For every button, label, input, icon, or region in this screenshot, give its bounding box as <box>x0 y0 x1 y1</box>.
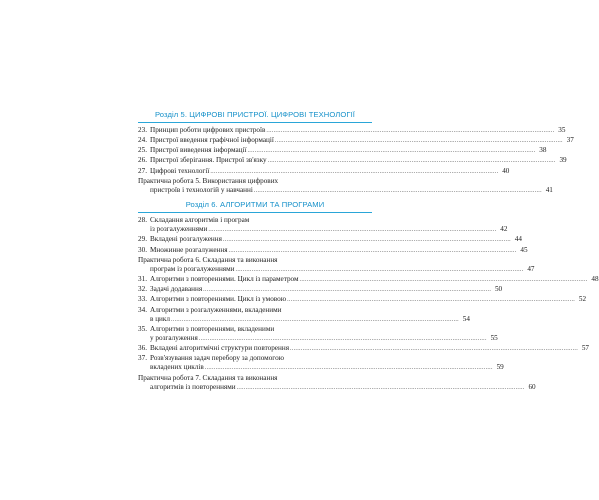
toc-entry-text <box>138 186 253 195</box>
toc-entry-title: Вкладені алгоритмічні структури повторення <box>150 344 289 353</box>
toc-page-number: 38 <box>539 146 547 155</box>
section-entries <box>138 126 574 196</box>
toc-entry-line <box>138 156 567 166</box>
toc-entry-text <box>138 156 267 165</box>
toc-page-number: 45 <box>520 245 528 254</box>
toc-entry-text <box>138 225 207 234</box>
dot-leader: ................................................................................................................................................................ <box>236 384 525 391</box>
toc-entry-line <box>138 333 498 344</box>
toc-entry-line <box>138 363 504 373</box>
toc-entry-line <box>138 275 599 285</box>
toc-entry-number: 29. <box>138 235 147 244</box>
toc-entry <box>138 373 536 393</box>
toc-entry-text <box>138 275 299 284</box>
dot-leader: ................................................................................................................................................................ <box>267 158 556 165</box>
toc-entry-line <box>138 245 528 256</box>
toc-entry-text <box>138 216 249 225</box>
section-divider <box>138 122 372 123</box>
toc-page-number: 37 <box>566 136 574 145</box>
toc-entry-title: Вкладені розгалуження <box>150 235 222 244</box>
toc-entry-text <box>138 334 198 343</box>
toc-entry-number: 25. <box>138 146 147 155</box>
toc-page-number: 55 <box>490 333 498 342</box>
toc-entry-text <box>138 265 235 274</box>
toc-entry-text <box>138 295 286 304</box>
section-divider <box>138 212 372 213</box>
toc-entry <box>138 235 522 245</box>
toc-entry-number: 30. <box>138 245 147 254</box>
toc-entry-line <box>138 185 553 196</box>
dot-leader: ................................................................................................................................................................ <box>170 316 459 323</box>
toc-entry-number: 34. <box>138 305 147 314</box>
toc-page-number: 41 <box>545 185 553 194</box>
dot-leader: ................................................................................................................................................................ <box>299 277 588 284</box>
toc-page-number: 40 <box>502 166 510 175</box>
dot-leader: ................................................................................................................................................................ <box>198 335 487 342</box>
toc-entry-number: 23. <box>138 126 147 134</box>
toc-entry-line <box>138 325 372 334</box>
toc-entry-text <box>138 146 246 155</box>
toc-entry <box>138 285 503 295</box>
dot-leader: ................................................................................................................................................................ <box>222 237 511 244</box>
section-title: Розділ 6. АЛГОРИТМИ ТА ПРОГРАМИ <box>185 200 325 210</box>
toc-entry-number: 26. <box>138 156 147 165</box>
toc-page-number: 54 <box>462 314 470 323</box>
toc-entry-title: Цифрові технології <box>150 166 210 175</box>
toc-entry-title: Складання алгоритмів і програм <box>150 216 250 225</box>
toc-entry-line <box>138 285 503 295</box>
toc-page-number: 50 <box>494 285 503 294</box>
toc-entry-line <box>138 146 547 156</box>
toc-entry <box>138 295 587 305</box>
toc-entry-line <box>138 306 372 315</box>
toc-entry-title: Практична робота 6. Складання та виконання <box>138 255 278 264</box>
toc-page-number: 52 <box>578 295 587 304</box>
toc-entry-title: в цикл <box>150 314 170 323</box>
toc-entry-line <box>138 264 535 275</box>
toc-entry-title: Алгоритми з розгалуженнями, вкладеними <box>150 305 282 314</box>
toc-entry-number: 31. <box>138 275 147 284</box>
table-of-contents <box>138 110 599 393</box>
dot-leader: ................................................................................................................................................................ <box>253 187 542 194</box>
dot-leader: ................................................................................................................................................................ <box>247 148 536 155</box>
toc-entry-title: Принцип роботи цифрових пристроїв <box>150 126 266 134</box>
dot-leader: ................................................................................................................................................................ <box>204 365 493 372</box>
toc-entry <box>138 126 566 136</box>
toc-entry-line <box>138 314 470 325</box>
toc-page-number: 44 <box>514 235 522 244</box>
toc-entry-title: із розгалуженнями <box>150 225 208 234</box>
dot-leader: ................................................................................................................................................................ <box>203 287 492 294</box>
toc-entry-number: 35. <box>138 324 147 333</box>
toc-entry-line <box>138 382 536 393</box>
toc-page-number: 60 <box>528 382 536 391</box>
dot-leader: ................................................................................................................................................................ <box>208 227 497 234</box>
toc-entry <box>138 344 589 354</box>
toc-entry-text <box>138 177 278 186</box>
section-5 <box>138 110 574 196</box>
toc-entry-text <box>138 315 170 324</box>
toc-entry-title: Алгоритми з повтореннями. Цикл із умовою <box>150 295 287 304</box>
toc-entry <box>138 354 504 373</box>
toc-entry <box>138 146 547 156</box>
toc-entry-text <box>138 306 282 315</box>
toc-entry <box>138 176 553 196</box>
toc-entry-number: 33. <box>138 295 147 304</box>
toc-entry-text <box>138 383 236 392</box>
toc-page-number: 39 <box>559 156 567 165</box>
section-entries <box>138 216 599 393</box>
toc-entry-number: 27. <box>138 166 147 175</box>
toc-entry-number: 32. <box>138 285 147 294</box>
toc-entry-title: алгоритмів із повтореннями <box>150 382 236 391</box>
toc-entry-text <box>138 136 274 145</box>
toc-entry-line <box>138 225 508 235</box>
toc-entry-title: у розгалуження <box>150 333 198 342</box>
toc-entry <box>138 136 574 146</box>
toc-entry-number: 28. <box>138 216 147 225</box>
toc-entry-title: Практична робота 5. Використання цифрових <box>138 176 279 185</box>
toc-entry-number: 36. <box>138 344 147 353</box>
toc-entry-text <box>138 344 289 353</box>
toc-entry-title: програм із розгалуженнями <box>150 264 235 273</box>
toc-entry-line <box>138 374 372 383</box>
toc-entry-title: Задачі додавання <box>150 285 203 294</box>
toc-page-number: 42 <box>500 225 508 234</box>
toc-entry-title: вкладених циклів <box>150 363 204 372</box>
toc-entry <box>138 156 567 166</box>
toc-entry-title: Алгоритми з повтореннями, вкладеними <box>150 324 275 333</box>
toc-entry-line <box>138 166 510 177</box>
toc-entry-title: Практична робота 7. Складання та виконання <box>138 373 278 382</box>
dot-leader: ................................................................................................................................................................ <box>290 346 578 353</box>
toc-entry-title: Пристрої виведення інформації <box>150 146 247 155</box>
toc-page-number: 59 <box>496 363 504 372</box>
toc-page-number: 35 <box>558 126 566 134</box>
toc-entry <box>138 255 535 275</box>
toc-entry-text <box>138 374 277 383</box>
toc-entry-title: Розв'язування задач перебору за допомогою <box>150 354 285 363</box>
toc-entry <box>138 275 599 285</box>
toc-entry-text <box>138 167 209 176</box>
toc-entry-title: Пристрої введення графічної інформації <box>150 136 274 145</box>
toc-entry-line <box>138 126 566 136</box>
toc-entry-title: Алгоритми з повтореннями. Цикл із параметром <box>150 275 299 284</box>
dot-leader: ................................................................................................................................................................ <box>287 297 576 304</box>
toc-entry-title: пристроїв і технологій у навчанні <box>150 185 253 194</box>
dot-leader: ................................................................................................................................................................ <box>228 247 517 254</box>
toc-entry-text <box>138 285 202 294</box>
toc-entry <box>138 166 510 177</box>
dot-leader: ................................................................................................................................................................ <box>274 138 563 145</box>
toc-entry-text <box>138 235 222 244</box>
toc-entry-line <box>138 235 522 245</box>
toc-page-number: 57 <box>581 344 589 353</box>
toc-page-number: 48 <box>591 275 599 284</box>
dot-leader: ................................................................................................................................................................ <box>210 168 499 175</box>
toc-entry <box>138 324 498 344</box>
toc-entry-number: 24. <box>138 136 147 145</box>
toc-entry <box>138 216 508 235</box>
toc-entry-line <box>138 295 587 305</box>
toc-entry-title: Пристрої зберігання. Пристрої зв'язку <box>150 156 267 165</box>
toc-entry-line <box>138 136 574 146</box>
toc-entry-text <box>138 126 265 135</box>
toc-page-number: 47 <box>527 264 535 273</box>
toc-entry-title: Множинне розгалуження <box>150 245 228 254</box>
toc-entry-text <box>138 363 204 372</box>
toc-entry-line <box>138 344 589 354</box>
toc-entry-line <box>138 177 372 186</box>
toc-entry-line <box>138 256 372 265</box>
toc-entry-text <box>138 354 284 363</box>
toc-entry-text <box>138 256 277 265</box>
toc-entry-text <box>138 325 274 334</box>
toc-entry-text <box>138 246 228 255</box>
section-title: Розділ 5. ЦИФРОВІ ПРИСТРОЇ. ЦИФРОВІ ТЕХНОЛОГІЇ <box>154 110 356 119</box>
toc-entry <box>138 245 528 256</box>
toc-entry-line <box>138 216 372 225</box>
section-6 <box>138 200 599 393</box>
toc-entry-number: 37. <box>138 354 147 363</box>
dot-leader: ................................................................................................................................................................ <box>235 266 524 273</box>
toc-entry-line <box>138 354 372 363</box>
dot-leader: ................................................................................................................................................................ <box>266 128 555 134</box>
toc-entry <box>138 305 470 325</box>
